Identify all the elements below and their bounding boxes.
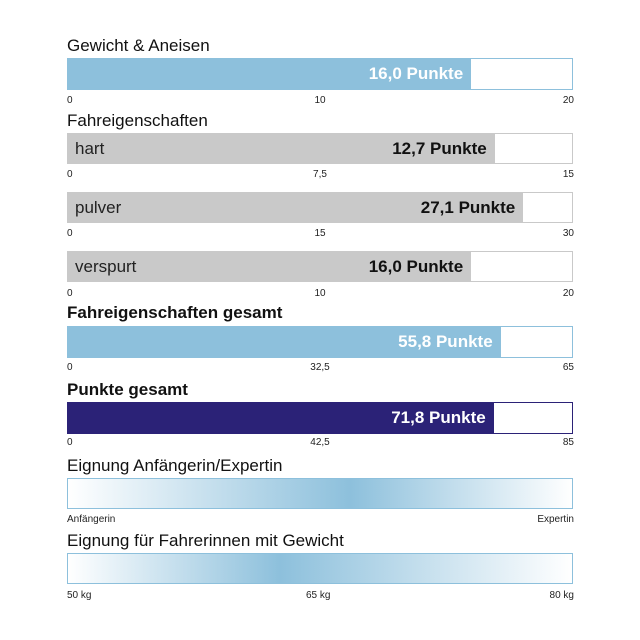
title-fahreigenschaften: Fahreigenschaften	[67, 111, 208, 130]
tick-50kg: 50 kg	[67, 590, 92, 601]
value-label-fahreigenschaften-gesamt: 55,8 Punkte	[398, 332, 493, 351]
tick-anfaengerin: Anfängerin	[67, 514, 116, 525]
scale-eignung-level	[67, 478, 573, 509]
tick-pulver-0: 0	[67, 228, 73, 239]
title-eignung-level: Eignung Anfängerin/Expertin	[67, 456, 283, 475]
tick-hart-0: 0	[67, 169, 73, 180]
tick-fg-mid: 32,5	[310, 362, 330, 373]
value-label-punkte-gesamt: 71,8 Punkte	[391, 408, 486, 427]
tick-gewicht-0: 0	[67, 95, 73, 106]
bar-fahreigenschaften-gesamt	[67, 326, 573, 358]
tick-verspurt-mid: 10	[314, 288, 326, 299]
tick-verspurt-0: 0	[67, 288, 73, 299]
value-label-hart: 12,7 Punkte	[392, 138, 487, 158]
tick-hart-mid: 7,5	[313, 169, 327, 180]
tick-80kg: 80 kg	[549, 590, 574, 601]
tick-fg-max: 65	[562, 362, 574, 373]
scale-eignung-gewicht	[67, 553, 573, 584]
value-label-pulver: 27,1 Punkte	[420, 197, 516, 217]
tick-expertin: Expertin	[537, 514, 574, 525]
tick-gewicht-mid: 10	[314, 95, 326, 106]
category-label-pulver: pulver	[75, 197, 122, 217]
tick-pg-max: 85	[562, 437, 574, 448]
bar-hart	[67, 133, 573, 164]
bar-pulver	[67, 192, 573, 223]
bar-punkte-gesamt	[67, 402, 573, 434]
bar-verspurt	[67, 251, 573, 282]
tick-fg-0: 0	[67, 362, 73, 373]
tick-hart-max: 15	[562, 169, 574, 180]
title-punkte-gesamt: Punkte gesamt	[67, 380, 188, 399]
tick-pulver-max: 30	[562, 228, 574, 239]
category-label-verspurt: verspurt	[75, 256, 137, 276]
value-label-gewicht: 16,0 Punkte	[368, 64, 464, 83]
value-label-verspurt: 16,0 Punkte	[368, 256, 464, 276]
tick-pg-0: 0	[67, 437, 73, 448]
tick-pulver-mid: 15	[314, 228, 326, 239]
tick-verspurt-max: 20	[562, 288, 574, 299]
tick-pg-mid: 42,5	[310, 437, 330, 448]
title-gewicht: Gewicht & Aneisen	[67, 36, 210, 55]
title-eignung-gewicht: Eignung für Fahrerinnen mit Gewicht	[67, 531, 344, 550]
tick-65kg: 65 kg	[306, 590, 331, 601]
title-fahreigenschaften-gesamt: Fahreigenschaften gesamt	[67, 303, 283, 322]
tick-gewicht-max: 20	[562, 95, 574, 106]
bar-gewicht	[67, 58, 573, 90]
category-label-hart: hart	[75, 138, 105, 158]
